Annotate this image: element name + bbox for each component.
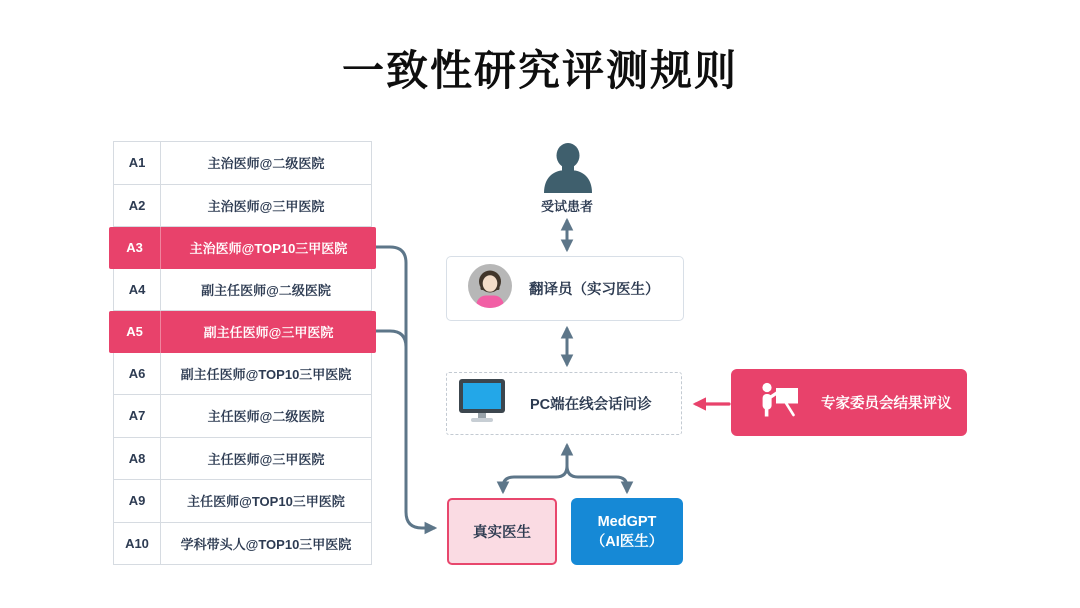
desktop-monitor-icon bbox=[458, 378, 508, 429]
table-row bbox=[114, 185, 371, 228]
row-id: A3 bbox=[109, 227, 161, 269]
table-row-highlighted bbox=[109, 227, 376, 269]
translator-box bbox=[446, 256, 684, 321]
row-label: 副主任医师@二级医院 bbox=[201, 282, 331, 298]
row-label: 学科带头人@TOP10三甲医院 bbox=[180, 536, 352, 552]
connector-a5-join bbox=[376, 331, 406, 347]
real-doctor-label: 真实医生 bbox=[473, 525, 531, 541]
row-label: 主治医师@TOP10三甲医院 bbox=[189, 241, 348, 257]
presenter-whiteboard-icon bbox=[759, 381, 805, 425]
connector-a3-to-real-doctor bbox=[376, 247, 434, 528]
row-id: A9 bbox=[114, 480, 161, 522]
table-row bbox=[114, 269, 371, 312]
page-title: 一致性研究评测规则 bbox=[341, 47, 738, 94]
pc-session-label: PC端在线会话问诊 bbox=[530, 397, 652, 413]
arrow-branch-right bbox=[567, 466, 627, 491]
table-row bbox=[114, 395, 371, 438]
row-label: 主任医师@TOP10三甲医院 bbox=[187, 494, 345, 510]
translator-label: 翻译员（实习医生） bbox=[529, 282, 660, 298]
table-row bbox=[114, 438, 371, 481]
patient-label: 受试患者 bbox=[540, 199, 593, 214]
table-row bbox=[114, 523, 371, 565]
row-label: 副主任医师@三甲医院 bbox=[203, 325, 334, 341]
committee-label: 专家委员会结果评议 bbox=[821, 396, 952, 412]
medgpt-label-line1: MedGPT bbox=[597, 513, 657, 530]
doctor-level-table bbox=[113, 141, 372, 565]
table-row bbox=[114, 480, 371, 523]
female-avatar-icon bbox=[468, 264, 512, 313]
person-silhouette-icon bbox=[540, 142, 596, 201]
arrow-branch-left bbox=[503, 466, 567, 491]
pc-session-box bbox=[446, 372, 682, 435]
row-id: A4 bbox=[114, 269, 161, 311]
table-row-highlighted bbox=[109, 311, 376, 353]
real-doctor-box bbox=[447, 498, 557, 565]
table-row bbox=[114, 353, 371, 396]
row-label: 主治医师@二级医院 bbox=[207, 156, 325, 172]
medgpt-label-line2: （AI医生） bbox=[590, 533, 664, 550]
row-id: A5 bbox=[109, 311, 161, 353]
committee-box bbox=[731, 369, 967, 436]
row-id: A10 bbox=[114, 523, 161, 565]
row-label: 副主任医师@TOP10三甲医院 bbox=[180, 366, 352, 382]
row-label: 主任医师@二级医院 bbox=[207, 409, 325, 425]
row-id: A7 bbox=[114, 395, 161, 437]
row-id: A6 bbox=[114, 353, 161, 395]
medgpt-box bbox=[571, 498, 683, 565]
row-label: 主治医师@三甲医院 bbox=[207, 198, 325, 214]
row-id: A8 bbox=[114, 438, 161, 480]
row-id: A2 bbox=[114, 185, 161, 227]
table-row bbox=[114, 142, 371, 185]
row-label: 主任医师@三甲医院 bbox=[207, 451, 325, 467]
row-id: A1 bbox=[114, 142, 161, 184]
